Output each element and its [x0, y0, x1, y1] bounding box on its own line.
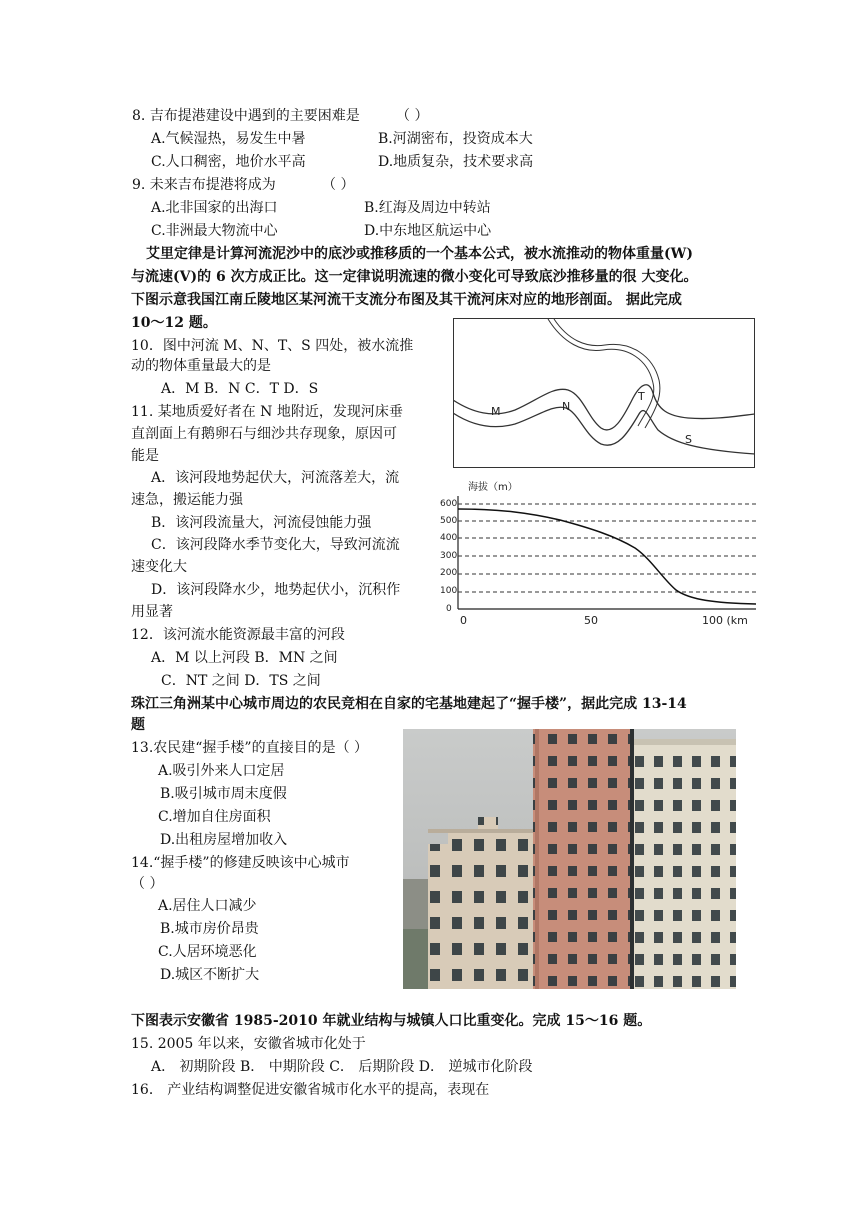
- river-map: [453, 318, 755, 468]
- q8-option-a: A.气候湿热，易发生中暑: [151, 131, 306, 147]
- q9-stem: 9. 未来吉布提港将成为: [132, 177, 276, 193]
- intro1-line-3: 下图示意我国江南丘陵地区某河流干支流分布图及其干流河床对应的地形剖面。 据此完成: [131, 292, 682, 308]
- q10-options: A．M B．N C．T D．S: [161, 381, 319, 397]
- profile-ytick-500: 500: [440, 516, 458, 526]
- q8-option-d: D.地质复杂，技术要求高: [378, 154, 534, 170]
- q8-option-b: B.河湖密布，投资成本大: [378, 131, 533, 147]
- q11-option-b: B．该河段流量大，河流侵蚀能力强: [151, 515, 372, 531]
- map-label-s: S: [685, 433, 692, 446]
- intro2-line-1: 珠江三角洲某中心城市周边的农民竞相在自家的宅基地建起了“握手楼”，据此完成 13-14: [131, 696, 687, 712]
- q10-line-2: 动的物体重量最大的是: [131, 358, 271, 374]
- profile-ytick-0: 0: [446, 604, 452, 614]
- profile-xtick-0: 0: [460, 614, 467, 627]
- q16-stem: 16． 产业结构调整促进安徽省城市化水平的提高，表现在: [131, 1082, 490, 1098]
- profile-ytick-300: 300: [440, 551, 458, 561]
- q14-option-d: D.城区不断扩大: [160, 967, 260, 983]
- q13-option-c: C.增加自住房面积: [158, 809, 271, 825]
- q8-answer-paren: （ ）: [396, 108, 429, 124]
- q14-option-a: A.居住人口减少: [158, 898, 257, 914]
- profile-ytick-600: 600: [440, 499, 458, 509]
- q15-stem: 15. 2005 年以来，安徽省城市化处于: [131, 1036, 366, 1052]
- q8-option-c: C.人口稠密，地价水平高: [151, 154, 306, 170]
- q11-line-2: 直剖面上有鹅卵石与细沙共存现象，原因可: [131, 426, 397, 442]
- q14-option-c: C.人居环境恶化: [158, 944, 257, 960]
- profile-ytick-100: 100: [440, 586, 458, 596]
- riverbed-profile: [440, 478, 756, 630]
- q9-option-a: A.北非国家的出海口: [151, 200, 278, 216]
- profile-xtick-50: 50: [584, 614, 598, 627]
- intro1-line-2: 与流速(V)的 6 次方成正比。这一定律说明流速的微小变化可导致底沙推移量的很 大变化。: [131, 269, 698, 285]
- profile-xtick-100: 100 (km: [702, 614, 748, 627]
- handshake-buildings-photo: [403, 729, 736, 989]
- q13-option-a: A.吸引外来人口定居: [158, 763, 285, 779]
- q9-option-d: D.中东地区航运中心: [364, 223, 492, 239]
- intro3: 下图表示安徽省 1985-2010 年就业结构与城镇人口比重变化。完成 15～16 题。: [131, 1013, 652, 1029]
- q11-line-3: 能是: [131, 448, 159, 464]
- map-label-t: T: [638, 390, 645, 403]
- q8-stem: 8. 吉布提港建设中遇到的主要困难是: [132, 108, 360, 124]
- q11-option-d-2: 用显著: [131, 604, 173, 620]
- q14-line-2: （ ）: [131, 876, 164, 892]
- q9-option-b: B.红海及周边中转站: [364, 200, 491, 216]
- q13-option-b: B.吸引城市周末度假: [160, 786, 287, 802]
- q12-options-cd: C．NT 之间 D．TS 之间: [161, 673, 321, 689]
- intro1-line-1: 艾里定律是计算河流泥沙中的底沙或推移质的一个基本公式，被水流推动的物体重量(W): [146, 246, 693, 262]
- q11-option-d-1: D．该河段降水少，地势起伏小，沉积作: [151, 582, 401, 598]
- q11-option-a-1: A．该河段地势起伏大，河流落差大，流: [151, 470, 400, 486]
- profile-ytick-200: 200: [440, 568, 458, 578]
- q11-option-c-2: 速变化大: [131, 559, 187, 575]
- profile-ytick-400: 400: [440, 533, 458, 543]
- q9-option-c: C.非洲最大物流中心: [151, 223, 278, 239]
- profile-y-axis-label: 海拔（m）: [468, 482, 518, 493]
- q12-stem: 12．该河流水能资源最丰富的河段: [131, 627, 345, 643]
- q11-option-a-2: 速急，搬运能力强: [131, 492, 243, 508]
- q15-options: A． 初期阶段 B． 中期阶段 C． 后期阶段 D． 逆城市化阶段: [151, 1059, 533, 1075]
- q14-option-b: B.城市房价昂贵: [160, 921, 259, 937]
- q11-line-1: 11. 某地质爱好者在 N 地附近，发现河床垂: [131, 404, 403, 420]
- q11-option-c-1: C．该河段降水季节变化大，导致河流流: [151, 537, 400, 553]
- intro1-line-4: 10～12 题。: [131, 315, 217, 331]
- q9-answer-paren: （ ）: [322, 177, 355, 193]
- q10-line-1: 10．图中河流 M、N、T、S 四处，被水流推: [131, 338, 414, 354]
- q14-line-1: 14.“握手楼”的修建反映该中心城市: [131, 855, 350, 871]
- q13-stem: 13.农民建“握手楼”的直接目的是（ ）: [131, 740, 369, 756]
- map-label-n: N: [562, 400, 571, 413]
- q12-options-ab: A．M 以上河段 B．MN 之间: [151, 650, 338, 666]
- map-label-m: M: [491, 405, 501, 418]
- q13-option-d: D.出租房屋增加收入: [160, 832, 288, 848]
- intro2-line-2: 题: [131, 717, 145, 733]
